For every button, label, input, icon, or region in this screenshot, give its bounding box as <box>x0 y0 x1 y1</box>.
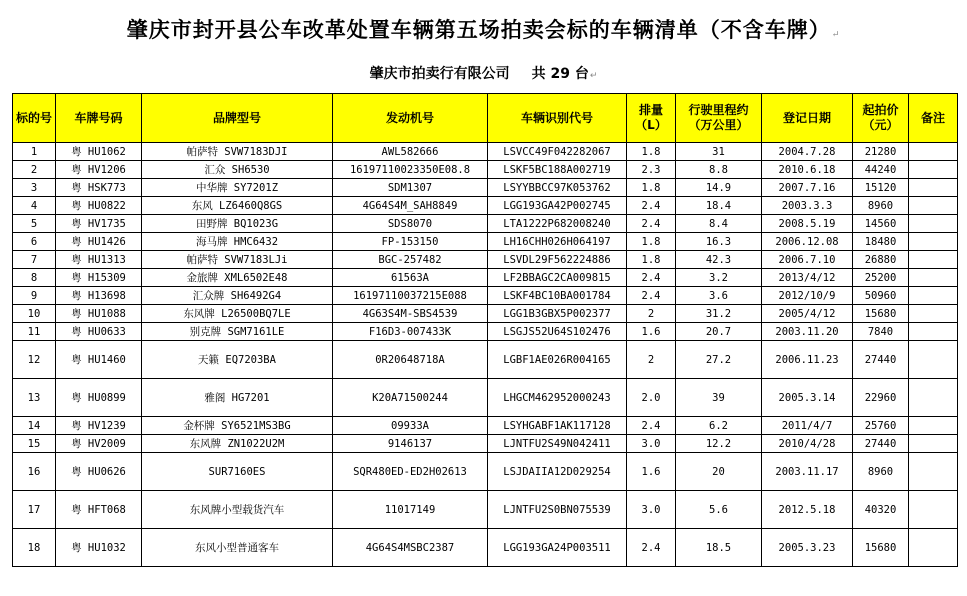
cell-brand-model: 东风牌小型载货汽车 <box>142 491 333 529</box>
table-row <box>13 161 958 179</box>
table-row <box>13 143 958 161</box>
cell-lot-number: 15 <box>13 435 56 453</box>
cell-vin: LJNTFU2S0BN075539 <box>488 491 627 529</box>
cell-plate: 粤 HSK773 <box>56 179 142 197</box>
cell-remarks <box>909 233 958 251</box>
cell-remarks <box>909 161 958 179</box>
cell-vin: LSVCC49F042282067 <box>488 143 627 161</box>
cell-remarks <box>909 529 958 567</box>
col-header-registration-date: 登记日期 <box>762 94 853 143</box>
col-header-remarks: 备注 <box>909 94 958 143</box>
cell-vin: LJNTFU2S49N042411 <box>488 435 627 453</box>
cell-plate: 粤 HU1032 <box>56 529 142 567</box>
col-header-vin: 车辆识别代号 <box>488 94 627 143</box>
paragraph-mark-icon: ↵ <box>831 30 841 40</box>
vehicle-total: 共 29 台 <box>531 66 589 82</box>
cell-vin: LGBF1AE026R004165 <box>488 341 627 379</box>
cell-plate: 粤 HV2009 <box>56 435 142 453</box>
col-header-plate: 车牌号码 <box>56 94 142 143</box>
cell-starting-price: 21280 <box>853 143 909 161</box>
cell-mileage: 27.2 <box>676 341 762 379</box>
page-title: 肇庆市封开县公车改革处置车辆第五场拍卖会标的车辆清单（不含车牌）↵ <box>126 17 841 42</box>
cell-starting-price: 8960 <box>853 453 909 491</box>
cell-lot-number: 5 <box>13 215 56 233</box>
cell-remarks <box>909 251 958 269</box>
cell-starting-price: 18480 <box>853 233 909 251</box>
cell-displacement: 3.0 <box>627 491 676 529</box>
cell-lot-number: 16 <box>13 453 56 491</box>
table-row <box>13 179 958 197</box>
cell-registration-date: 2006.11.23 <box>762 341 853 379</box>
cell-displacement: 2 <box>627 305 676 323</box>
cell-engine-number: F16D3-007433K <box>333 323 488 341</box>
company-name: 肇庆市拍卖行有限公司 <box>369 66 510 82</box>
cell-displacement: 3.0 <box>627 435 676 453</box>
cell-registration-date: 2010.6.18 <box>762 161 853 179</box>
cell-remarks <box>909 179 958 197</box>
cell-lot-number: 11 <box>13 323 56 341</box>
cell-remarks <box>909 341 958 379</box>
cell-brand-model: SUR7160ES <box>142 453 333 491</box>
cell-mileage: 5.6 <box>676 491 762 529</box>
cell-engine-number: 4G63S4M-SBS4539 <box>333 305 488 323</box>
cell-vin: LH16CHH026H064197 <box>488 233 627 251</box>
cell-displacement: 2.0 <box>627 379 676 417</box>
cell-starting-price: 15680 <box>853 529 909 567</box>
cell-brand-model: 海马牌 HMC6432 <box>142 233 333 251</box>
cell-mileage: 12.2 <box>676 435 762 453</box>
table-row <box>13 341 958 379</box>
cell-displacement: 2.4 <box>627 215 676 233</box>
cell-engine-number: 0R20648718A <box>333 341 488 379</box>
cell-starting-price: 44240 <box>853 161 909 179</box>
cell-vin: LTA1222P682008240 <box>488 215 627 233</box>
cell-mileage: 14.9 <box>676 179 762 197</box>
cell-displacement: 1.8 <box>627 179 676 197</box>
cell-plate: 粤 HU1313 <box>56 251 142 269</box>
cell-registration-date: 2005/4/12 <box>762 305 853 323</box>
cell-starting-price: 14560 <box>853 215 909 233</box>
cell-engine-number: K20A71500244 <box>333 379 488 417</box>
cell-starting-price: 25200 <box>853 269 909 287</box>
cell-displacement: 2.4 <box>627 529 676 567</box>
cell-vin: LSYYBBCC97K053762 <box>488 179 627 197</box>
table-row <box>13 379 958 417</box>
col-header-displacement: 排量（L） <box>627 94 676 143</box>
cell-mileage: 42.3 <box>676 251 762 269</box>
cell-registration-date: 2012.5.18 <box>762 491 853 529</box>
cell-engine-number: 61563A <box>333 269 488 287</box>
cell-engine-number: 11017149 <box>333 491 488 529</box>
cell-engine-number: 16197110037215E088 <box>333 287 488 305</box>
cell-mileage: 20 <box>676 453 762 491</box>
table-row <box>13 269 958 287</box>
col-header-brand-model: 品牌型号 <box>142 94 333 143</box>
cell-vin: LSYHGABF1AK117128 <box>488 417 627 435</box>
cell-brand-model: 帕萨特 SVW7183LJi <box>142 251 333 269</box>
cell-plate: 粤 HU0899 <box>56 379 142 417</box>
table-row <box>13 287 958 305</box>
cell-registration-date: 2003.11.20 <box>762 323 853 341</box>
cell-mileage: 18.4 <box>676 197 762 215</box>
cell-starting-price: 40320 <box>853 491 909 529</box>
cell-starting-price: 27440 <box>853 435 909 453</box>
table-row <box>13 529 958 567</box>
cell-plate: 粤 HV1239 <box>56 417 142 435</box>
cell-brand-model: 金旅牌 XML6502E48 <box>142 269 333 287</box>
cell-plate: 粤 HU0626 <box>56 453 142 491</box>
cell-brand-model: 汇众 SH6530 <box>142 161 333 179</box>
cell-plate: 粤 HV1206 <box>56 161 142 179</box>
cell-displacement: 1.6 <box>627 453 676 491</box>
table-row <box>13 251 958 269</box>
cell-plate: 粤 HU0822 <box>56 197 142 215</box>
cell-starting-price: 8960 <box>853 197 909 215</box>
cell-engine-number: FP-153150 <box>333 233 488 251</box>
cell-brand-model: 雅阁 HG7201 <box>142 379 333 417</box>
table-row <box>13 233 958 251</box>
cell-mileage: 8.8 <box>676 161 762 179</box>
cell-brand-model: 汇众牌 SH6492G4 <box>142 287 333 305</box>
cell-registration-date: 2007.7.16 <box>762 179 853 197</box>
cell-plate: 粤 HU1426 <box>56 233 142 251</box>
table-row <box>13 491 958 529</box>
cell-mileage: 31 <box>676 143 762 161</box>
cell-engine-number: BGC-257482 <box>333 251 488 269</box>
cell-remarks <box>909 453 958 491</box>
cell-engine-number: SQR480ED-ED2H02613 <box>333 453 488 491</box>
cell-lot-number: 8 <box>13 269 56 287</box>
col-header-starting-price: 起拍价（元） <box>853 94 909 143</box>
cell-mileage: 18.5 <box>676 529 762 567</box>
cell-starting-price: 26880 <box>853 251 909 269</box>
cell-displacement: 2 <box>627 341 676 379</box>
cell-vin: LSJDAIIA12D029254 <box>488 453 627 491</box>
cell-mileage: 8.4 <box>676 215 762 233</box>
cell-lot-number: 10 <box>13 305 56 323</box>
cell-starting-price: 7840 <box>853 323 909 341</box>
cell-lot-number: 1 <box>13 143 56 161</box>
cell-plate: 粤 HU1062 <box>56 143 142 161</box>
cell-lot-number: 13 <box>13 379 56 417</box>
cell-plate: 粤 HV1735 <box>56 215 142 233</box>
cell-lot-number: 4 <box>13 197 56 215</box>
cell-lot-number: 2 <box>13 161 56 179</box>
cell-registration-date: 2003.11.17 <box>762 453 853 491</box>
cell-registration-date: 2010/4/28 <box>762 435 853 453</box>
cell-plate: 粤 H15309 <box>56 269 142 287</box>
cell-remarks <box>909 215 958 233</box>
table-row <box>13 435 958 453</box>
cell-starting-price: 27440 <box>853 341 909 379</box>
cell-registration-date: 2005.3.23 <box>762 529 853 567</box>
cell-mileage: 6.2 <box>676 417 762 435</box>
cell-brand-model: 天籁 EQ7203BA <box>142 341 333 379</box>
cell-lot-number: 3 <box>13 179 56 197</box>
cell-registration-date: 2011/4/7 <box>762 417 853 435</box>
cell-vin: LSKF4BC10BA001784 <box>488 287 627 305</box>
cell-lot-number: 12 <box>13 341 56 379</box>
table-header-row <box>13 94 958 143</box>
cell-brand-model: 别克牌 SGM7161LE <box>142 323 333 341</box>
cell-mileage: 3.6 <box>676 287 762 305</box>
cell-vin: LSVDL29F562224886 <box>488 251 627 269</box>
cell-mileage: 3.2 <box>676 269 762 287</box>
cell-lot-number: 9 <box>13 287 56 305</box>
cell-lot-number: 6 <box>13 233 56 251</box>
cell-engine-number: 16197110023350E08.8 <box>333 161 488 179</box>
col-header-engine-number: 发动机号 <box>333 94 488 143</box>
cell-engine-number: SDS8070 <box>333 215 488 233</box>
paragraph-mark-icon: ↵ <box>589 71 598 81</box>
cell-starting-price: 15120 <box>853 179 909 197</box>
table-row <box>13 323 958 341</box>
cell-starting-price: 15680 <box>853 305 909 323</box>
cell-registration-date: 2006.12.08 <box>762 233 853 251</box>
cell-brand-model: 金杯牌 SY6521MS3BG <box>142 417 333 435</box>
cell-engine-number: 4G64S4MSBC2387 <box>333 529 488 567</box>
cell-vin: LSGJS52U64S102476 <box>488 323 627 341</box>
cell-engine-number: AWL582666 <box>333 143 488 161</box>
cell-starting-price: 22960 <box>853 379 909 417</box>
cell-starting-price: 50960 <box>853 287 909 305</box>
cell-displacement: 2.4 <box>627 287 676 305</box>
cell-brand-model: 东风 LZ6460Q8GS <box>142 197 333 215</box>
cell-displacement: 1.8 <box>627 251 676 269</box>
table-row <box>13 305 958 323</box>
cell-remarks <box>909 435 958 453</box>
cell-displacement: 2.4 <box>627 417 676 435</box>
cell-registration-date: 2003.3.3 <box>762 197 853 215</box>
cell-lot-number: 18 <box>13 529 56 567</box>
vehicle-table <box>12 93 958 567</box>
cell-mileage: 39 <box>676 379 762 417</box>
cell-vin: LHGCM462952000243 <box>488 379 627 417</box>
cell-displacement: 2.4 <box>627 269 676 287</box>
cell-mileage: 16.3 <box>676 233 762 251</box>
cell-vin: LGG193GA42P002745 <box>488 197 627 215</box>
cell-brand-model: 田野牌 BQ1023G <box>142 215 333 233</box>
cell-engine-number: 09933A <box>333 417 488 435</box>
cell-remarks <box>909 305 958 323</box>
cell-remarks <box>909 143 958 161</box>
cell-mileage: 31.2 <box>676 305 762 323</box>
cell-lot-number: 7 <box>13 251 56 269</box>
cell-plate: 粤 HU1088 <box>56 305 142 323</box>
cell-remarks <box>909 287 958 305</box>
cell-brand-model: 东风牌 ZN1022U2M <box>142 435 333 453</box>
cell-brand-model: 中华牌 SY7201Z <box>142 179 333 197</box>
page-subtitle <box>0 63 967 83</box>
cell-displacement: 1.6 <box>627 323 676 341</box>
cell-displacement: 2.4 <box>627 197 676 215</box>
cell-registration-date: 2008.5.19 <box>762 215 853 233</box>
cell-registration-date: 2004.7.28 <box>762 143 853 161</box>
cell-engine-number: SDM1307 <box>333 179 488 197</box>
cell-plate: 粤 HFT068 <box>56 491 142 529</box>
cell-remarks <box>909 323 958 341</box>
cell-vin: LSKF5BC188A002719 <box>488 161 627 179</box>
cell-displacement: 1.8 <box>627 233 676 251</box>
cell-plate: 粤 HU1460 <box>56 341 142 379</box>
cell-brand-model: 东风牌 L26500BQ7LE <box>142 305 333 323</box>
cell-remarks <box>909 379 958 417</box>
cell-displacement: 2.3 <box>627 161 676 179</box>
col-header-mileage: 行驶里程约（万公里） <box>676 94 762 143</box>
table-row <box>13 197 958 215</box>
cell-displacement: 1.8 <box>627 143 676 161</box>
cell-mileage: 20.7 <box>676 323 762 341</box>
cell-registration-date: 2005.3.14 <box>762 379 853 417</box>
cell-vin: LGG193GA24P003511 <box>488 529 627 567</box>
cell-remarks <box>909 417 958 435</box>
cell-vin: LF2BBAGC2CA009815 <box>488 269 627 287</box>
cell-plate: 粤 HU0633 <box>56 323 142 341</box>
cell-engine-number: 4G64S4M_SAH8849 <box>333 197 488 215</box>
cell-remarks <box>909 197 958 215</box>
cell-registration-date: 2013/4/12 <box>762 269 853 287</box>
cell-brand-model: 东风小型普通客车 <box>142 529 333 567</box>
cell-lot-number: 14 <box>13 417 56 435</box>
cell-registration-date: 2012/10/9 <box>762 287 853 305</box>
cell-remarks <box>909 491 958 529</box>
cell-lot-number: 17 <box>13 491 56 529</box>
table-row <box>13 453 958 491</box>
cell-engine-number: 9146137 <box>333 435 488 453</box>
cell-starting-price: 25760 <box>853 417 909 435</box>
cell-brand-model: 帕萨特 SVW7183DJI <box>142 143 333 161</box>
cell-plate: 粤 H13698 <box>56 287 142 305</box>
table-row <box>13 417 958 435</box>
table-row <box>13 215 958 233</box>
cell-remarks <box>909 269 958 287</box>
col-header-lot-number: 标的号 <box>13 94 56 143</box>
cell-registration-date: 2006.7.10 <box>762 251 853 269</box>
cell-vin: LGG1B3GBX5P002377 <box>488 305 627 323</box>
